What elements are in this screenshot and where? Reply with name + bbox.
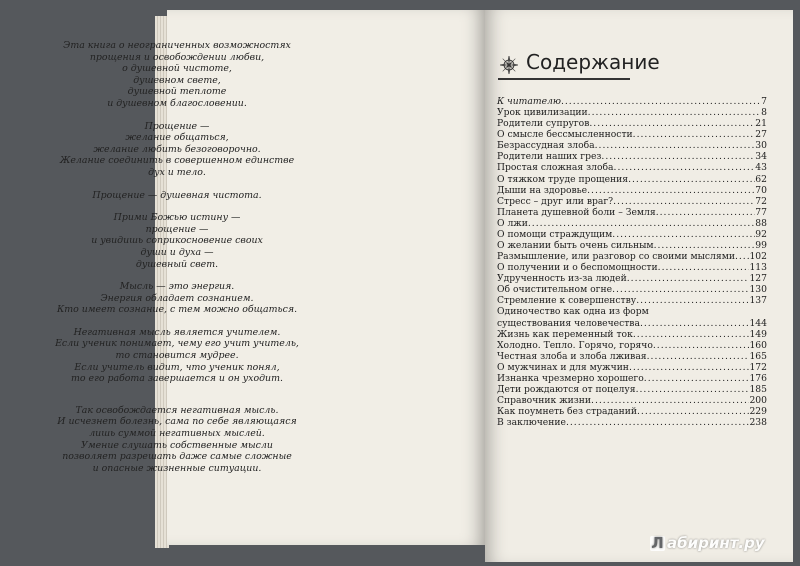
- toc-entry-page: 72: [755, 195, 767, 207]
- toc-entry: [497, 351, 767, 362]
- toc-entry-title: О мужчинах и для мужчин: [497, 361, 629, 373]
- leader-dots: [629, 362, 750, 373]
- toc-entry: [497, 229, 767, 240]
- poem-line: Прощение — душевная чистота.: [92, 189, 262, 201]
- labirint-watermark: [650, 534, 765, 552]
- poem-line: Если учитель видит, что ученик понял,: [74, 361, 280, 373]
- toc-entry: [497, 207, 767, 218]
- toc-entry: [497, 284, 767, 295]
- toc-entry: [497, 96, 767, 107]
- toc-entry-title: Безрассудная злоба: [497, 140, 595, 152]
- poem-line: и душевном благословении.: [107, 97, 247, 109]
- poem-line: И исчезнет болезнь, сама по себе являющаяся: [57, 416, 297, 428]
- leader-dots: [591, 395, 749, 406]
- leader-dots: [566, 417, 750, 428]
- toc-entry-page: 8: [761, 107, 767, 119]
- toc-entry-page: 43: [755, 162, 767, 174]
- toc-entry: [497, 262, 767, 273]
- leader-dots: [595, 140, 756, 151]
- poem-line: Энергия обладает сознанием.: [100, 292, 254, 304]
- toc-entry-title: Родители наших грез: [497, 151, 602, 163]
- leader-dots: [601, 151, 755, 162]
- toc-entry-page: 30: [755, 140, 767, 152]
- leader-dots: [654, 240, 756, 251]
- toc-entry-page: 160: [749, 339, 767, 351]
- toc-entry-page: 62: [755, 173, 767, 185]
- poem-stanza: [52, 121, 302, 179]
- poem-line: Так освобождается негативная мысль.: [75, 404, 279, 416]
- toc-entry: [497, 240, 767, 251]
- toc-entry: [497, 395, 767, 406]
- toc-entry-title: Родители супругов: [497, 118, 590, 130]
- toc-entry: [497, 218, 767, 229]
- toc-entry-page: 130: [749, 284, 767, 296]
- table-of-contents: [497, 96, 767, 428]
- toc-entry-title: Честная злоба и злоба лживая: [497, 350, 647, 362]
- toc-entry-page: 102: [749, 251, 767, 263]
- leader-dots: [637, 406, 749, 417]
- leader-dots: [636, 295, 749, 306]
- poem-line: душевном свете,: [133, 74, 221, 86]
- toc-entry-page: 144: [749, 317, 767, 329]
- toc-entry-title: Холодно. Тепло. Горячо, горячо: [497, 339, 653, 351]
- toc-entry-page: 165: [749, 350, 767, 362]
- poem-line: лишь суммой негативных мыслей.: [89, 428, 265, 440]
- toc-entry: [497, 340, 767, 351]
- toc-entry-page: 229: [749, 406, 767, 418]
- toc-entry: [497, 373, 767, 384]
- leader-dots: [653, 340, 750, 351]
- watermark-text: абиринт.ру: [667, 534, 765, 552]
- poem-line: и увидишь соприкосновение своих: [91, 235, 263, 247]
- toc-entry-title: О помощи страждущим: [497, 228, 613, 240]
- leader-dots: [627, 273, 750, 284]
- toc-entry-page: 88: [755, 217, 767, 229]
- watermark-badge: Л: [651, 534, 664, 552]
- toc-entry-title: Жизнь как переменный ток: [497, 328, 633, 340]
- leader-dots: [633, 129, 756, 140]
- toc-entry: [497, 318, 767, 329]
- poem-line: о душевной чистоте,: [122, 63, 232, 75]
- toc-entry-page: 238: [749, 417, 767, 429]
- toc-entry-page: 99: [755, 240, 767, 252]
- toc-entry-title: О тяжком труде прощения: [497, 173, 629, 185]
- toc-entry-title: существования человечества: [497, 317, 640, 329]
- poem-line: Прими Божью истину —: [113, 212, 241, 224]
- compass-rose-icon: [500, 56, 518, 74]
- toc-entry-page: 127: [749, 273, 767, 285]
- poem-line: душевной теплоте: [127, 86, 227, 98]
- toc-title-underline: [498, 78, 630, 80]
- leader-dots: [658, 262, 750, 273]
- leader-dots: [614, 162, 756, 173]
- poem-stanza: [52, 190, 302, 202]
- toc-entry-title: О получении и о беспомощности: [497, 262, 658, 274]
- leader-dots: [613, 196, 755, 207]
- toc-entry-title: Удрученность из-за людей: [497, 273, 627, 285]
- poem-stanza: [52, 40, 302, 110]
- poem-line: позволяет разрешать даже самые сложные: [62, 451, 292, 463]
- toc-entry-title: Планета душевной боли – Земля: [497, 206, 656, 218]
- toc-entry-title: Изнанка чрезмерно хорошего: [497, 372, 644, 384]
- poem-stanza: [52, 327, 302, 385]
- toc-entry-page: 185: [749, 384, 767, 396]
- poem-line: душевный свет.: [135, 258, 219, 270]
- poem-line: желание любить безоговорочно.: [93, 143, 261, 155]
- toc-entry-title: Размышление, или разговор со своими мыслями: [497, 251, 735, 263]
- toc-entry-page: 200: [749, 395, 767, 407]
- toc-entry-page: 27: [755, 129, 767, 141]
- toc-entry-title: Справочник жизни: [497, 395, 592, 407]
- poem-line: Кто имеет сознание, с тем можно общаться.: [56, 304, 298, 316]
- leader-dots: [561, 96, 761, 107]
- toc-entry: [497, 107, 767, 118]
- poem-stanza: [52, 405, 302, 475]
- toc-entry: [497, 384, 767, 395]
- leader-dots: [640, 318, 749, 329]
- toc-entry-page: 149: [749, 328, 767, 340]
- toc-entry-title: О лжи: [497, 217, 528, 229]
- poem-line: Желание соединить в совершенном единстве: [59, 155, 295, 167]
- toc-entry-title: К читателю: [497, 96, 561, 107]
- poem-line: Если ученик понимает, чему его учит учитель,: [55, 338, 299, 350]
- toc-entry-page: 70: [755, 184, 767, 196]
- toc-entry: [497, 362, 767, 373]
- poem-line: желание общаться,: [125, 132, 229, 144]
- leader-dots: [735, 251, 749, 262]
- toc-entry: [497, 273, 767, 284]
- toc-entry-page: 77: [755, 206, 767, 218]
- leader-dots: [636, 384, 750, 395]
- leader-dots: [656, 207, 756, 218]
- poem-line: Мысль — это энергия.: [119, 281, 235, 293]
- leader-dots: [612, 284, 749, 295]
- leader-dots: [633, 329, 750, 340]
- toc-entry-title: Дети рождаются от поцелуя: [497, 384, 636, 396]
- poem-stanza: [52, 212, 302, 270]
- toc-entry-title: В заключение: [497, 417, 566, 429]
- toc-title: Содержание: [526, 50, 660, 74]
- poem-line: прощения и освобождении любви,: [89, 51, 265, 63]
- epigraph-poem: [52, 40, 302, 485]
- poem-stanza: [52, 281, 302, 316]
- leader-dots: [628, 174, 755, 185]
- toc-entry: [497, 140, 767, 151]
- toc-entry-title: Стресс – друг или враг?: [497, 195, 614, 207]
- toc-entry-page: 113: [749, 262, 767, 274]
- toc-entry: [497, 306, 767, 317]
- toc-entry: [497, 162, 767, 173]
- toc-entry: [497, 174, 767, 185]
- toc-header: [490, 48, 780, 80]
- toc-entry-title: Дыши на здоровье: [497, 184, 588, 196]
- leader-dots: [588, 107, 761, 118]
- poem-line: прощение —: [145, 223, 209, 235]
- toc-entry: [497, 185, 767, 196]
- leader-dots: [612, 229, 755, 240]
- poem-line: то его работа завершается и он уходит.: [71, 373, 283, 385]
- poem-line: души и духа —: [140, 246, 214, 258]
- poem-line: дух и тело.: [148, 166, 206, 178]
- toc-entry-title: Урок цивилизации: [497, 107, 588, 119]
- toc-entry-title: Стремление к совершенству: [497, 295, 637, 307]
- toc-entry: [497, 129, 767, 140]
- poem-line: Прощение —: [144, 120, 210, 132]
- toc-entry: [497, 329, 767, 340]
- toc-entry: [497, 151, 767, 162]
- poem-line: Умение слушать собственные мысли: [81, 439, 273, 451]
- poem-line: Негативная мысль является учителем.: [73, 326, 281, 338]
- poem-line: Эта книга о неограниченных возможностях: [63, 40, 291, 51]
- toc-entry: [497, 118, 767, 129]
- leader-dots: [647, 351, 750, 362]
- toc-entry-page: 34: [755, 151, 767, 163]
- leader-dots: [644, 373, 750, 384]
- leader-dots: [587, 185, 755, 196]
- toc-entry-title: Одиночество как одна из форм: [497, 306, 649, 318]
- toc-entry-page: 176: [749, 372, 767, 384]
- toc-entry-title: Простая сложная злоба: [497, 162, 614, 174]
- poem-line: и опасные жизненные ситуации.: [92, 462, 262, 474]
- toc-entry-title: Об очистительном огне: [497, 284, 613, 296]
- toc-entry-title: О смысле бессмысленности: [497, 129, 633, 141]
- toc-entry-title: Как поумнеть без страданий: [497, 406, 638, 418]
- toc-entry-page: 7: [761, 96, 767, 107]
- leader-dots: [589, 118, 755, 129]
- toc-entry-title: О желании быть очень сильным: [497, 240, 654, 252]
- toc-entry-page: 92: [755, 228, 767, 240]
- toc-entry: [497, 196, 767, 207]
- toc-entry-page: 21: [755, 118, 767, 130]
- toc-entry: [497, 406, 767, 417]
- leader-dots: [528, 218, 755, 229]
- poem-line: то становится мудрее.: [115, 350, 239, 362]
- toc-entry: [497, 295, 767, 306]
- toc-entry: [497, 251, 767, 262]
- toc-entry: [497, 417, 767, 428]
- toc-entry-page: 172: [749, 361, 767, 373]
- toc-entry-page: 137: [749, 295, 767, 307]
